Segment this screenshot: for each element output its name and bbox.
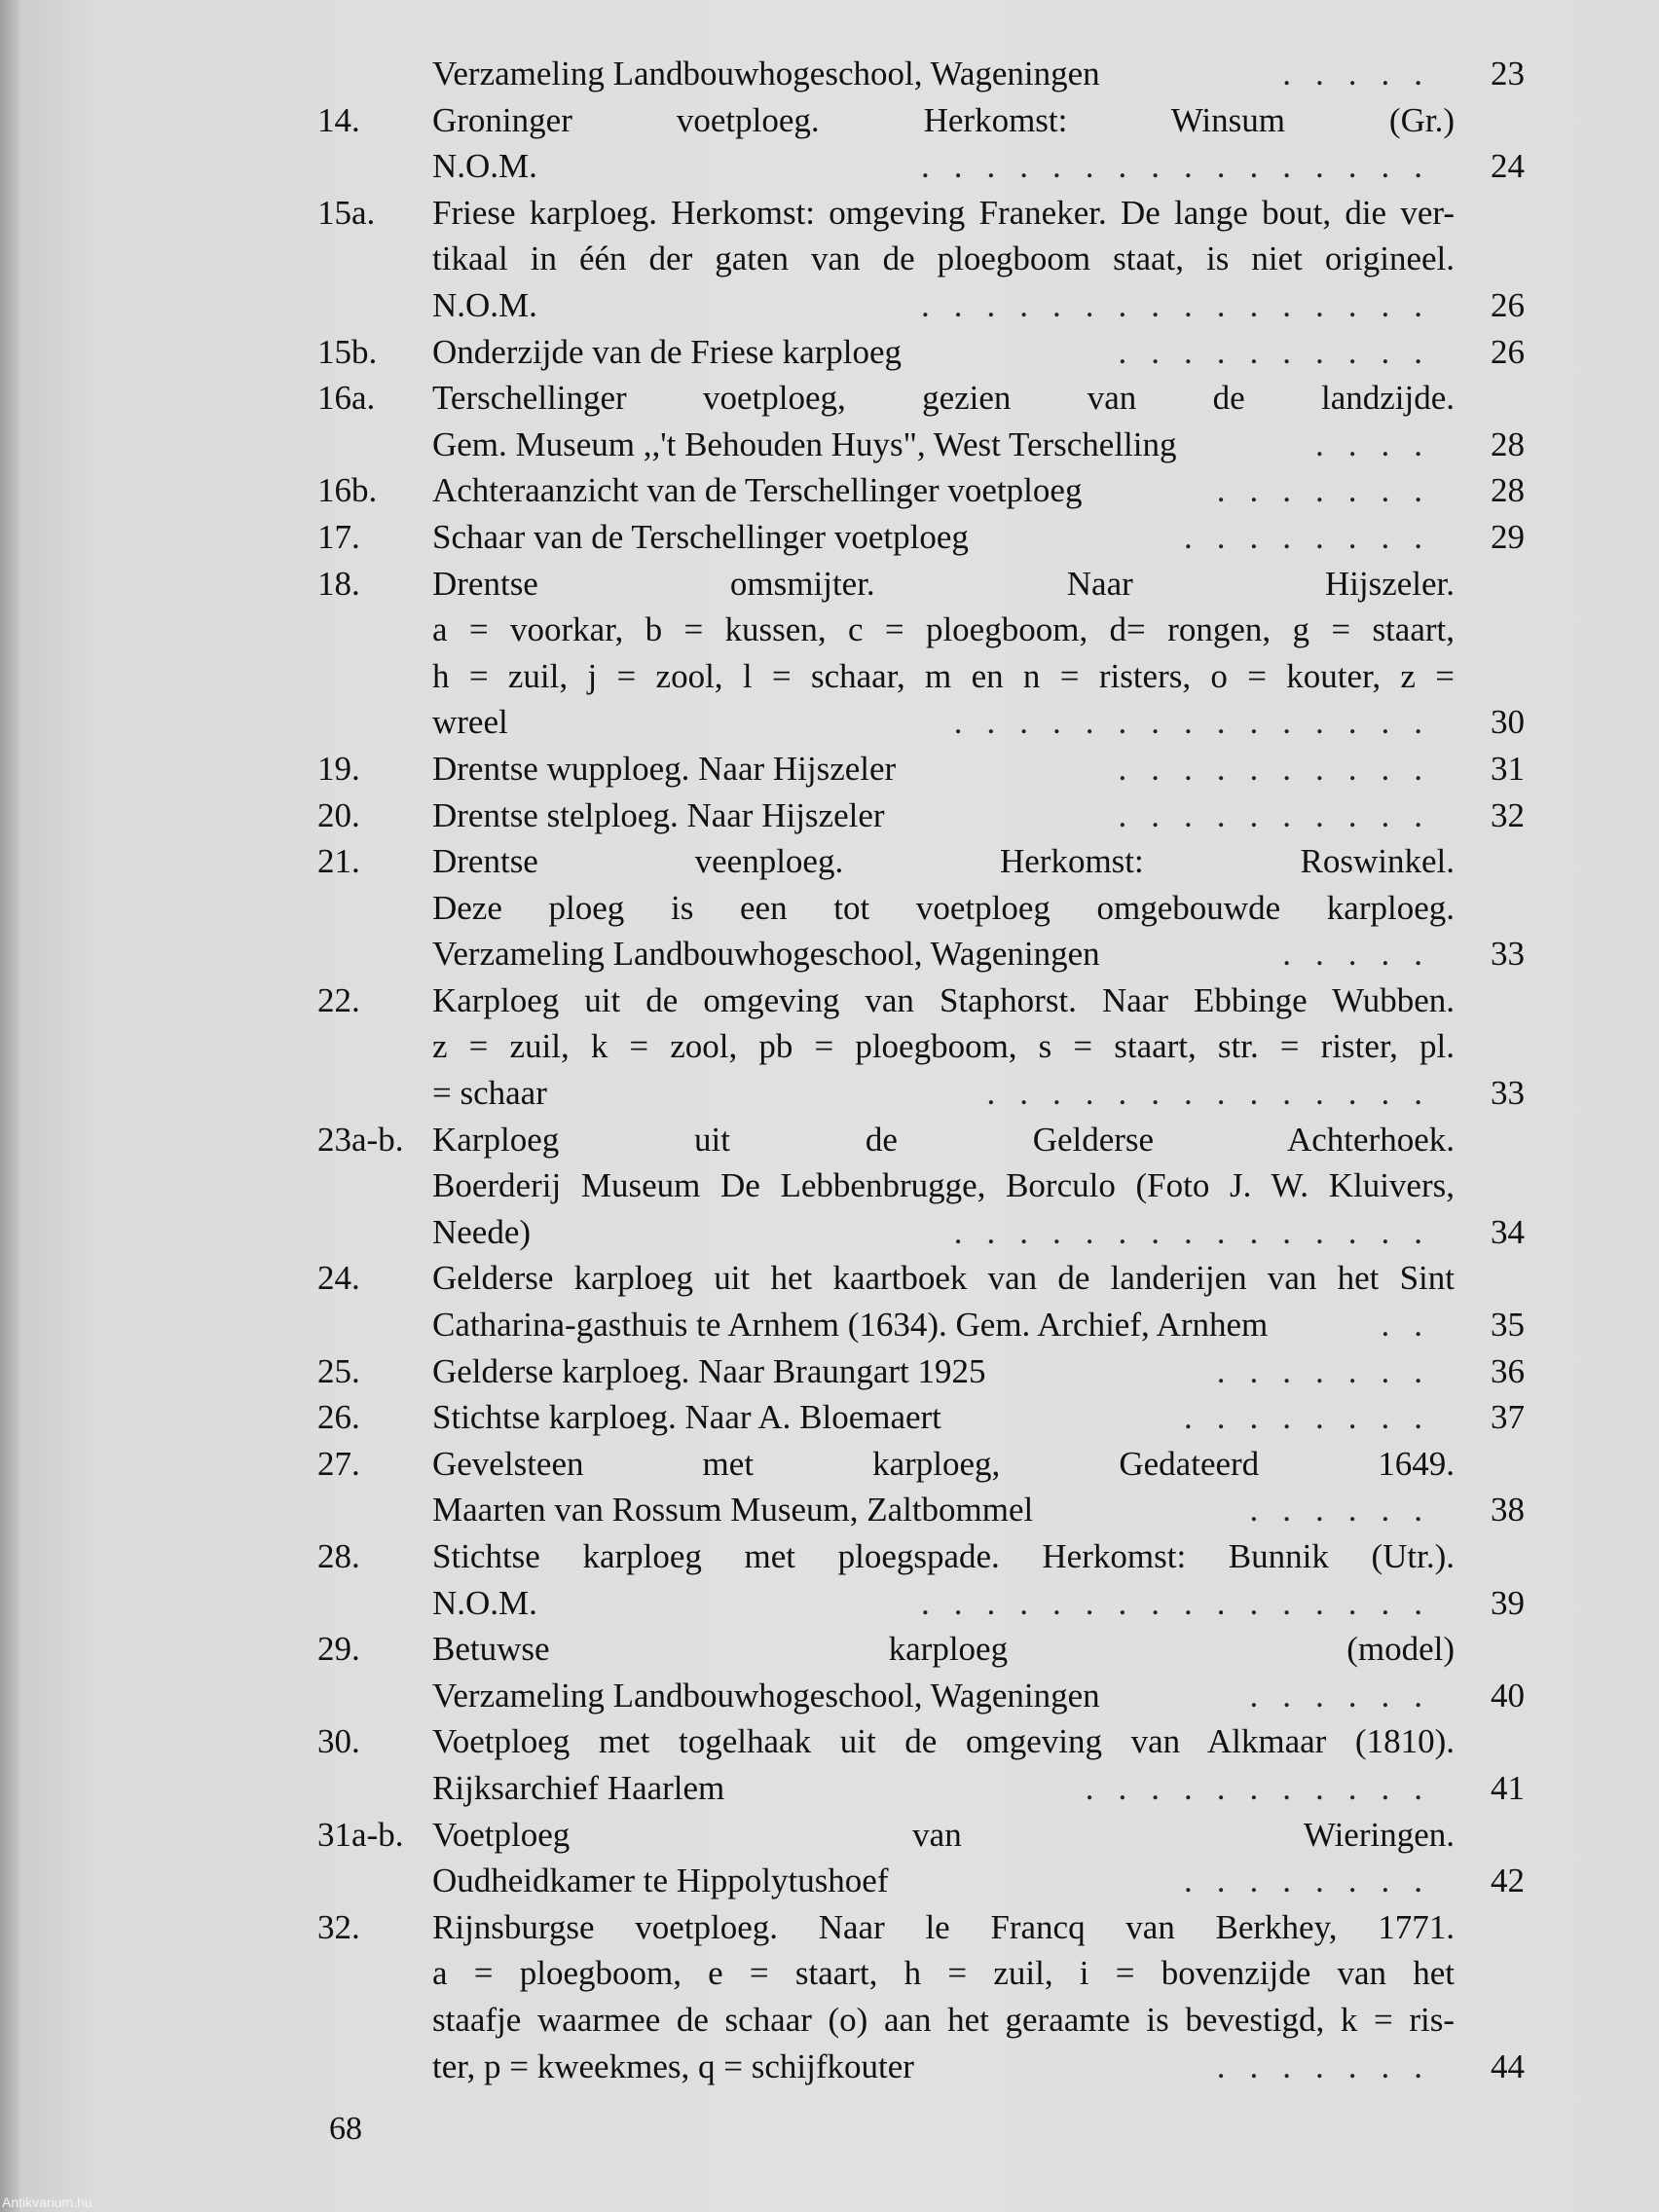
caption-text: tikaal in één der gaten van de ploegboom staat, is niet origineel.	[432, 240, 1455, 278]
dot-leader: .....	[1282, 55, 1447, 92]
caption-text: Achteraanzicht van de Terschellinger voetploeg	[432, 471, 1083, 510]
dot-leader: ...............	[953, 1212, 1447, 1251]
dot-leader: .......	[1216, 1351, 1447, 1390]
caption-text: Groninger voetploeg. Herkomst: Winsum (Gr.)	[432, 100, 1455, 139]
caption-text: Terschellinger voetploeg, gezien van de landzijde.	[432, 379, 1455, 418]
page-reference: 33	[1491, 935, 1525, 974]
list-item	[317, 236, 1534, 282]
page-reference: 44	[1491, 2046, 1525, 2085]
caption-text: Rijnsburgse voetploeg. Naar le Francq van Berkhey, 1771.	[432, 1907, 1455, 1946]
list-item	[317, 793, 1534, 839]
figure-number: 25.	[317, 1351, 360, 1390]
caption-text: Gelderse karploeg uit het kaartboek van de landerijen van het Sint	[432, 1259, 1455, 1298]
dot-leader: ........	[1184, 1862, 1447, 1900]
figure-number: 20.	[317, 795, 360, 834]
dot-leader: ........	[1184, 517, 1447, 556]
caption-text: h = zuil, j = zool, l = schaar, m en n = risters, o = kouter, z =	[432, 656, 1455, 695]
list-item	[317, 514, 1534, 561]
dot-leader: ..........	[1118, 332, 1447, 371]
figure-number: 15a.	[317, 193, 376, 232]
list-item	[317, 1904, 1534, 1951]
dot-leader: .......	[1216, 2046, 1447, 2085]
caption-text: Gevelsteen met karploeg, Gedateerd 1649.	[432, 1444, 1455, 1483]
page-reference: 40	[1491, 1676, 1525, 1714]
figure-number: 18.	[317, 564, 360, 603]
dot-leader: ........	[1184, 1398, 1447, 1437]
list-item	[317, 1023, 1534, 1070]
caption-text: Stichtse karploeg. Naar A. Bloemaert	[432, 1398, 941, 1437]
figure-number: 16a.	[317, 379, 376, 418]
dot-leader: ..........	[1118, 795, 1447, 834]
page-binding-shadow	[0, 0, 19, 2212]
caption-text: Drentse omsmijter. Naar Hijszeler.	[432, 564, 1455, 603]
list-item	[317, 653, 1534, 700]
caption-text: Deze ploeg is een tot voetploeg omgebouwde karploeg.	[432, 888, 1455, 927]
figure-number: 22.	[317, 980, 360, 1019]
page-reference: 26	[1491, 285, 1525, 324]
page-reference: 33	[1491, 1074, 1525, 1113]
figure-number: 26.	[317, 1398, 360, 1437]
caption-text: N.O.M.	[432, 1583, 537, 1622]
caption-text: Drentse wupploeg. Naar Hijszeler	[432, 749, 897, 788]
caption-text: Voetploeg met togelhaak uit de omgeving van Alkmaar (1810).	[432, 1722, 1455, 1761]
caption-text: Voetploeg van Wieringen.	[432, 1815, 1455, 1854]
caption-text: ter, p = kweekmes, q = schijfkouter	[432, 2046, 914, 2085]
dot-leader: ..	[1381, 1306, 1447, 1345]
figure-number: 14.	[317, 100, 360, 139]
caption-text: Boerderij Museum De Lebbenbrugge, Borculo (Foto J. W. Kluivers,	[432, 1166, 1455, 1205]
dot-leader: ...............	[953, 703, 1447, 742]
caption-text: Drentse stelploeg. Naar Hijszeler	[432, 795, 885, 834]
list-item	[317, 143, 1534, 190]
caption-text: Gem. Museum ,,'t Behouden Huys", West Terschelling	[432, 424, 1177, 463]
page-reference: 23	[1491, 55, 1525, 92]
figure-number: 29.	[317, 1630, 360, 1669]
list-item	[317, 561, 1534, 608]
list-item	[317, 51, 1534, 97]
list-item	[317, 746, 1534, 793]
figure-number: 32.	[317, 1907, 360, 1946]
list-item	[317, 1718, 1534, 1765]
list-item	[317, 375, 1534, 422]
caption-text: Friese karploeg. Herkomst: omgeving Franeker. De lange bout, die ver-	[432, 193, 1455, 232]
caption-text: Betuwse karploeg (model)	[432, 1630, 1455, 1669]
dot-leader: .....	[1282, 935, 1447, 974]
figure-number: 31a-b.	[317, 1815, 404, 1854]
list-item	[317, 1765, 1534, 1812]
caption-text: staafje waarmee de schaar (o) aan het geraamte is bevestigd, k = ris-	[432, 2000, 1455, 2039]
list-item	[317, 1209, 1534, 1256]
caption-text: a = voorkar, b = kussen, c = ploegboom, d= rongen, g = staart,	[432, 610, 1455, 649]
dot-leader: .......	[1216, 471, 1447, 510]
list-item	[317, 2044, 1534, 2090]
figure-number: 15b.	[317, 332, 378, 371]
list-item	[317, 699, 1534, 746]
list-item	[317, 1348, 1534, 1395]
page-reference: 41	[1491, 1768, 1525, 1807]
list-item	[317, 422, 1534, 468]
list-item	[317, 329, 1534, 376]
figure-number: 19.	[317, 749, 360, 788]
page-reference: 39	[1491, 1583, 1525, 1622]
list-of-illustrations	[317, 51, 1534, 2089]
caption-text: a = ploegboom, e = staart, h = zuil, i = bovenzijde van het	[432, 1954, 1455, 1993]
caption-text: Karploeg uit de Gelderse Achterhoek.	[432, 1120, 1455, 1159]
dot-leader: ................	[921, 147, 1447, 186]
page-reference: 35	[1491, 1306, 1525, 1345]
list-item	[317, 190, 1534, 237]
figure-number: 28.	[317, 1537, 360, 1575]
page-reference: 36	[1491, 1351, 1525, 1390]
list-item	[317, 1487, 1534, 1533]
page-reference: 29	[1491, 517, 1525, 556]
list-item	[317, 467, 1534, 514]
figure-number: 17.	[317, 517, 360, 556]
list-item	[317, 1858, 1534, 1904]
caption-text: Verzameling Landbouwhogeschool, Wageningen	[432, 935, 1100, 974]
dot-leader: ................	[921, 1583, 1447, 1622]
list-item	[317, 931, 1534, 977]
list-item	[317, 1626, 1534, 1673]
page-reference: 31	[1491, 749, 1525, 788]
caption-text: Onderzijde van de Friese karploeg	[432, 332, 903, 371]
list-item	[317, 1302, 1534, 1348]
list-item	[317, 977, 1534, 1024]
list-item	[317, 607, 1534, 653]
list-item	[317, 838, 1534, 885]
page-reference: 26	[1491, 332, 1525, 371]
caption-text: Maarten van Rossum Museum, Zaltbommel	[432, 1491, 1034, 1530]
list-item	[317, 1950, 1534, 1997]
page-reference: 32	[1491, 795, 1525, 834]
caption-text: Oudheidkamer te Hippolytushoef	[432, 1862, 889, 1900]
caption-text: Schaar van de Terschellinger voetploeg	[432, 517, 969, 556]
list-item	[317, 1394, 1534, 1441]
page-reference: 38	[1491, 1491, 1525, 1530]
list-item	[317, 1162, 1534, 1209]
list-item	[317, 1441, 1534, 1488]
caption-text: wreel	[432, 703, 508, 742]
list-item	[317, 1812, 1534, 1859]
figure-number: 30.	[317, 1722, 360, 1761]
caption-text: Drentse veenploeg. Herkomst: Roswinkel.	[432, 842, 1455, 881]
figure-number: 23a-b.	[317, 1120, 404, 1159]
list-item	[317, 1673, 1534, 1719]
figure-number: 27.	[317, 1444, 360, 1483]
caption-text: Verzameling Landbouwhogeschool, Wageningen	[432, 55, 1100, 92]
dot-leader: ......	[1249, 1491, 1447, 1530]
page-reference: 28	[1491, 471, 1525, 510]
list-item	[317, 1117, 1534, 1163]
page-reference: 28	[1491, 424, 1525, 463]
page-number: 68	[329, 2111, 362, 2147]
page-reference: 34	[1491, 1212, 1525, 1251]
figure-number: 24.	[317, 1259, 360, 1298]
dot-leader: ......	[1249, 1676, 1447, 1714]
list-item	[317, 1580, 1534, 1627]
caption-text: Catharina-gasthuis te Arnhem (1634). Gem. Archief, Arnhem	[432, 1306, 1269, 1345]
list-item	[317, 1070, 1534, 1117]
caption-text: N.O.M.	[432, 147, 537, 186]
dot-leader: ..............	[986, 1074, 1447, 1113]
caption-text: = schaar	[432, 1074, 547, 1113]
list-item	[317, 1533, 1534, 1580]
page-reference: 24	[1491, 147, 1525, 186]
dot-leader: ...........	[1085, 1768, 1447, 1807]
caption-text: Karploeg uit de omgeving van Staphorst. Naar Ebbinge Wubben.	[432, 980, 1455, 1019]
page-reference: 42	[1491, 1862, 1525, 1900]
list-item	[317, 97, 1534, 144]
dot-leader: ....	[1315, 424, 1447, 463]
caption-text: Gelderse karploeg. Naar Braungart 1925	[432, 1351, 986, 1390]
dot-leader: ..........	[1118, 749, 1447, 788]
watermark: Antikvarium.hu	[2, 2194, 92, 2210]
list-item	[317, 885, 1534, 932]
caption-text: Verzameling Landbouwhogeschool, Wageningen	[432, 1676, 1100, 1714]
list-item	[317, 1255, 1534, 1302]
figure-number: 21.	[317, 842, 360, 881]
list-item	[317, 1997, 1534, 2044]
caption-text: N.O.M.	[432, 285, 537, 324]
caption-text: Stichtse karploeg met ploegspade. Herkomst: Bunnik (Utr.).	[432, 1537, 1455, 1575]
figure-number: 16b.	[317, 471, 378, 510]
page-reference: 30	[1491, 703, 1525, 742]
list-item	[317, 282, 1534, 329]
dot-leader: ................	[921, 285, 1447, 324]
caption-text: z = zuil, k = zool, pb = ploegboom, s = staart, str. = rister, pl.	[432, 1027, 1455, 1066]
page-reference: 37	[1491, 1398, 1525, 1437]
caption-text: Neede)	[432, 1212, 532, 1251]
caption-text: Rijksarchief Haarlem	[432, 1768, 725, 1807]
